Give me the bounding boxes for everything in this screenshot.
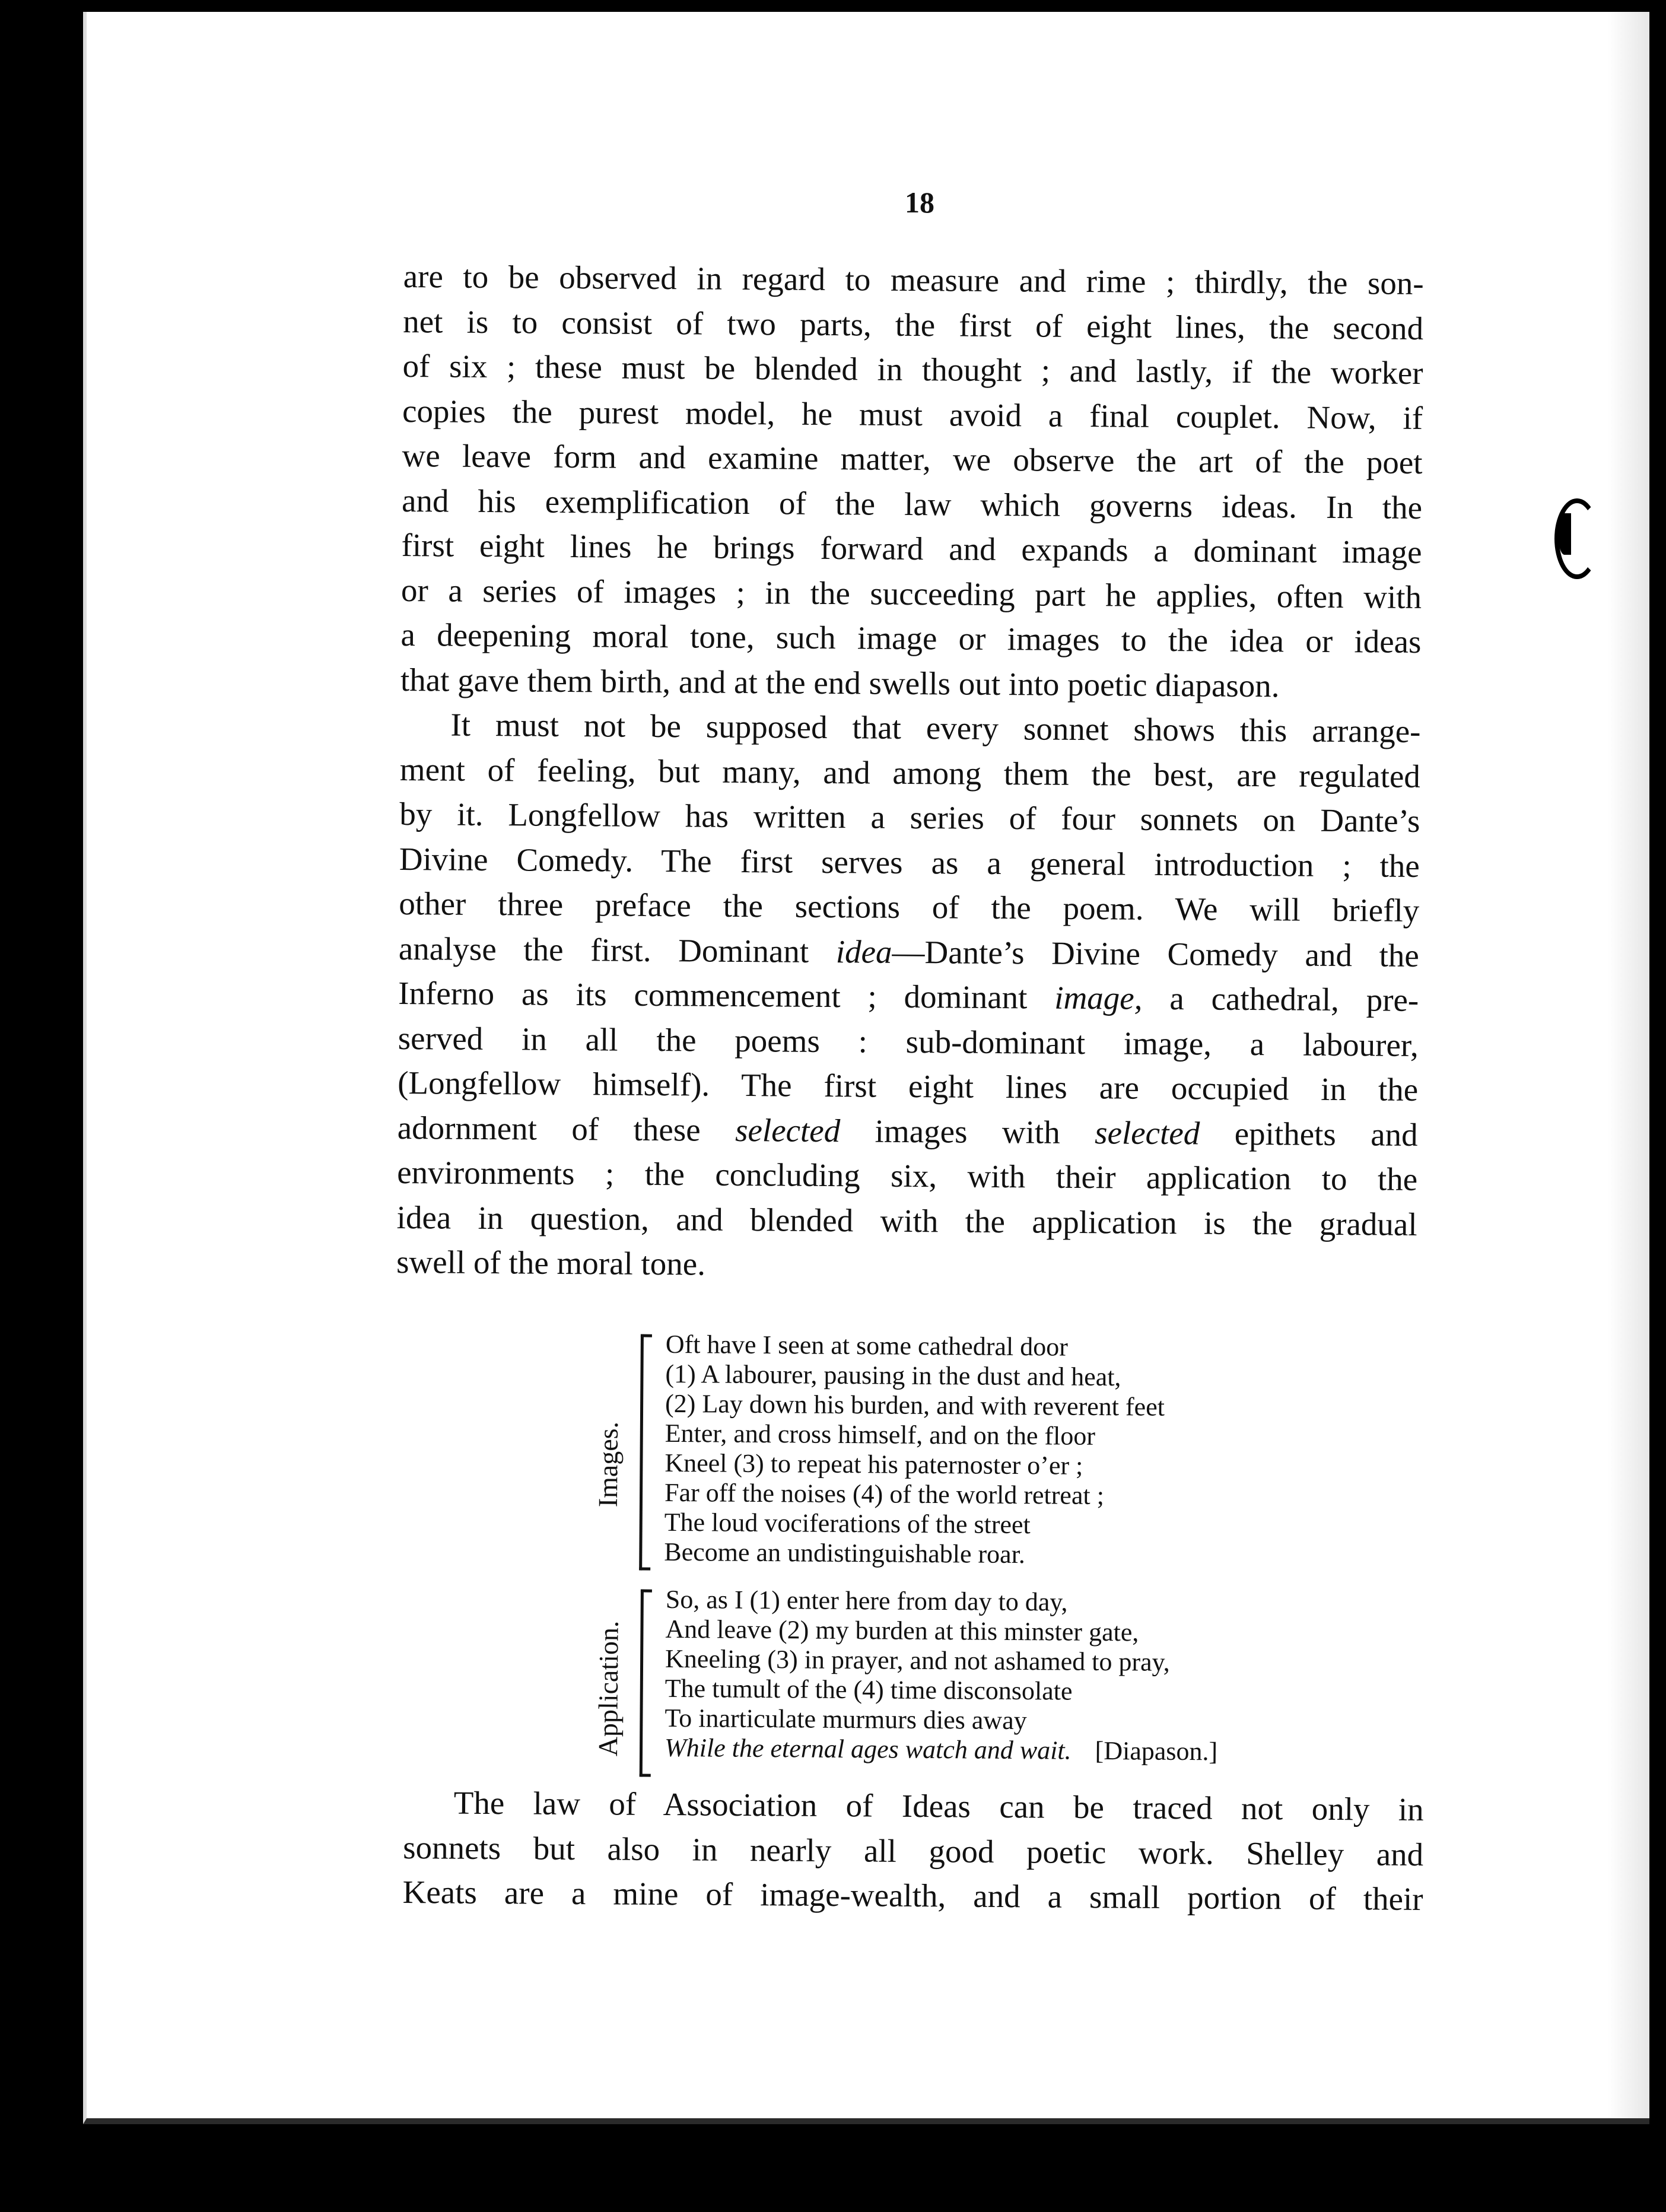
images-side-label: Images. bbox=[592, 1421, 624, 1508]
text-line: net is to consist of two parts, the first of eight lines, the second bbox=[402, 303, 1424, 347]
text-line: we leave form and examine matter, we observe the art of the poet bbox=[402, 437, 1423, 481]
poem-line: Enter, and cross himself, and on the floor bbox=[665, 1418, 1096, 1451]
body-text-section-1 bbox=[396, 254, 1424, 1291]
text-line: (Longfellow himself). The first eight lines are occupied in the bbox=[398, 1064, 1419, 1108]
poem-line: Far off the noises (4) of the world retreat ; bbox=[664, 1477, 1105, 1511]
text-line: The law of Association of Ideas can be traced not only in bbox=[453, 1784, 1424, 1828]
text-line: that gave them birth, and at the end swells out into poetic diapason. bbox=[400, 661, 1280, 704]
text-line: a deepening moral tone, such image or images to the idea or ideas bbox=[400, 616, 1422, 660]
text-line: swell of the moral tone. bbox=[396, 1243, 706, 1282]
text-line: idea in question, and blended with the application is the gradual bbox=[396, 1199, 1417, 1242]
text-line bbox=[397, 1105, 1417, 1157]
text-line: other three preface the sections of the poem. We will briefly bbox=[399, 885, 1420, 929]
page-fold-shadow bbox=[1558, 513, 1571, 555]
text-line: It must not be supposed that every sonnet shows this arrange- bbox=[450, 706, 1421, 749]
octave-lines bbox=[664, 1330, 1165, 1571]
poem-line: (1) A labourer, pausing in the dust and heat, bbox=[665, 1359, 1121, 1392]
text-line: of six ; these must be blended in thought ; and lastly, if the worker bbox=[402, 347, 1423, 392]
poem-line: The loud vociferations of the street bbox=[664, 1507, 1031, 1540]
text-line: Keats are a mine of image-wealth, and a small portion of their bbox=[402, 1873, 1423, 1918]
italic-text-run: While the eternal ages watch and wait. bbox=[664, 1733, 1072, 1765]
text-line: by it. Longfellow has written a series of four sonnets on Dante’s bbox=[399, 795, 1420, 839]
sestet-lines bbox=[665, 1585, 1219, 1766]
text-line: first eight lines he brings forward and expands a dominant image bbox=[401, 526, 1422, 570]
body-text-section-2 bbox=[402, 1780, 1424, 1922]
poem-line: Become an undistinguishable roar. bbox=[664, 1537, 1026, 1569]
text-line: copies the purest model, he must avoid a final couplet. Now, if bbox=[402, 392, 1423, 436]
poem-line: Oft have I seen at some cathedral door bbox=[665, 1329, 1069, 1362]
italic-text-run: selected bbox=[735, 1111, 841, 1149]
text-line: or a series of images ; in the succeeding part he applies, often with bbox=[400, 571, 1422, 615]
diapason-note: [Diapason.] bbox=[1095, 1736, 1218, 1766]
poem-line: And leave (2) my burden at this minster gate, bbox=[665, 1614, 1139, 1647]
page-edge bbox=[1608, 12, 1649, 2118]
text-line: sonnets but also in nearly all good poetic work. Shelley and bbox=[402, 1829, 1424, 1873]
italic-text-run: selected bbox=[1094, 1114, 1200, 1151]
text-run: Inferno as its commencement ; dominant bbox=[398, 974, 1055, 1016]
text-line: ment of feeling, but many, and among them the best, are regulated bbox=[399, 751, 1421, 794]
italic-text-run: image, bbox=[1054, 979, 1143, 1016]
text-run: —Dante’s Divine Comedy and the bbox=[892, 933, 1420, 974]
page-number: 18 bbox=[905, 186, 934, 219]
text-line: served in all the poems : sub-dominant image, a labourer, bbox=[398, 1019, 1419, 1063]
text-line: are to be observed in regard to measure and rime ; thirdly, the son- bbox=[403, 258, 1424, 302]
application-side-label: Application. bbox=[592, 1620, 624, 1757]
text-run: epithets and bbox=[1200, 1114, 1418, 1153]
text-run: images with bbox=[840, 1112, 1095, 1151]
octave-bracket bbox=[639, 1334, 652, 1571]
poem-line: So, as I (1) enter here from day to day, bbox=[665, 1584, 1068, 1617]
poem-line: Kneeling (3) in prayer, and not ashamed to pray, bbox=[665, 1644, 1170, 1677]
text-run: a cathedral, pre- bbox=[1142, 980, 1419, 1018]
poem-line: (2) Lay down his burden, and with reverent feet bbox=[665, 1388, 1165, 1422]
text-line bbox=[399, 926, 1419, 978]
text-line: environments ; the concluding six, with their application to the bbox=[396, 1153, 1418, 1197]
sestet-bracket bbox=[640, 1590, 652, 1777]
text-line: Divine Comedy. The first serves as a general introduction ; the bbox=[399, 840, 1420, 884]
text-run: adornment of these bbox=[397, 1109, 736, 1148]
italic-text-run: idea bbox=[835, 933, 892, 970]
text-run: analyse the first. Dominant bbox=[398, 930, 837, 970]
text-line: and his exemplification of the law which governs ideas. In the bbox=[401, 482, 1423, 526]
text-line bbox=[398, 971, 1419, 1023]
poem-line: The tumult of the (4) time disconsolate bbox=[665, 1673, 1073, 1706]
poem-line: To inarticulate murmurs dies away bbox=[665, 1703, 1027, 1736]
poem-line: Kneel (3) to repeat his paternoster o’er ; bbox=[665, 1448, 1083, 1480]
poem-line bbox=[665, 1733, 1217, 1767]
